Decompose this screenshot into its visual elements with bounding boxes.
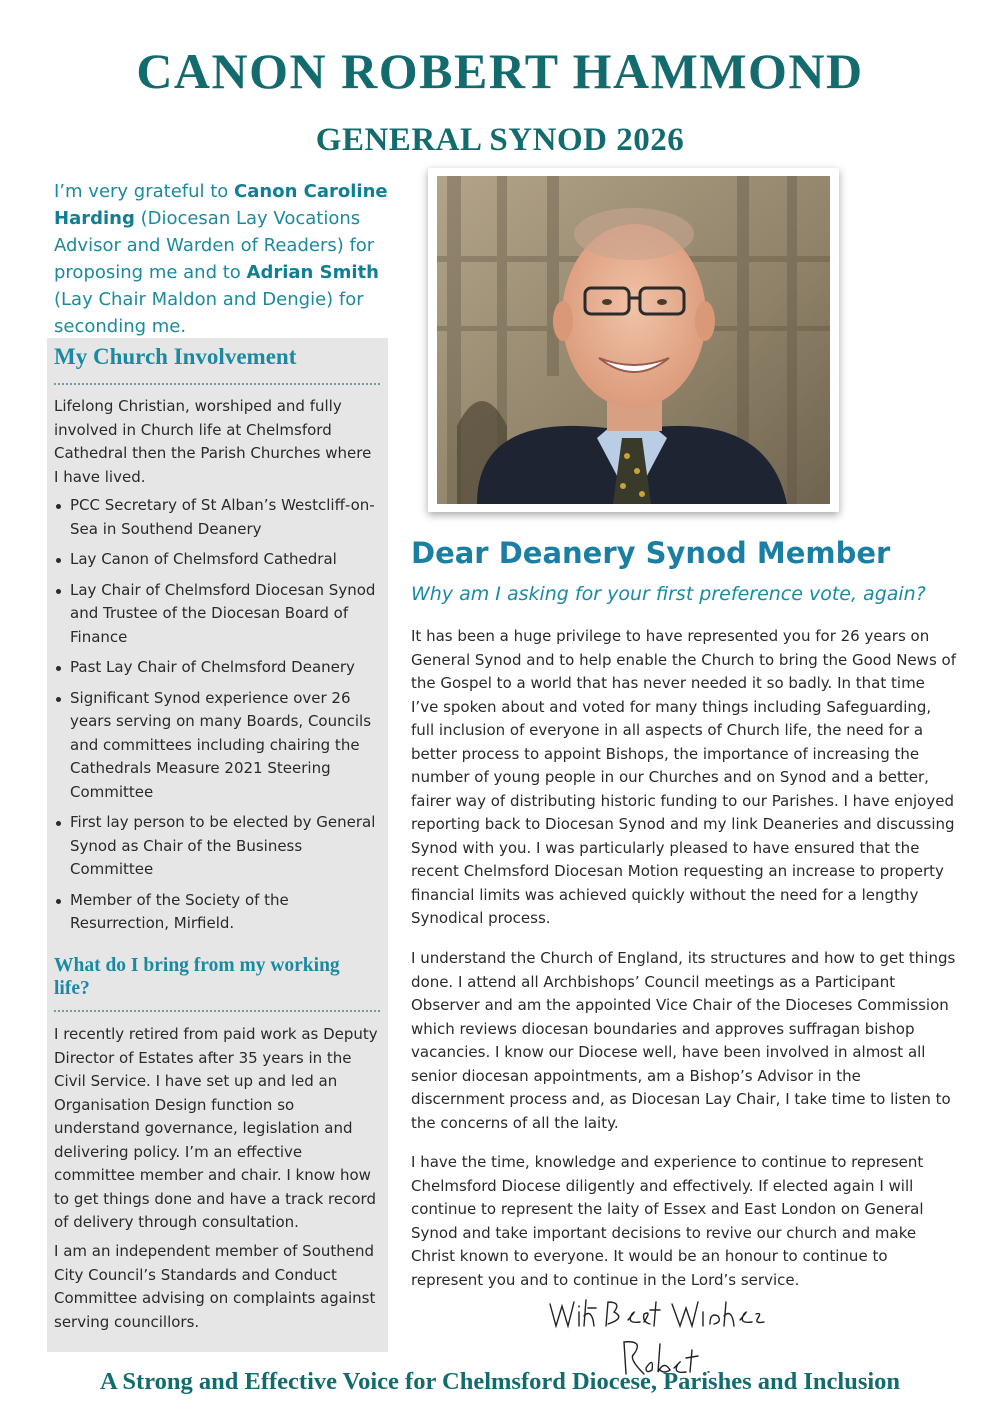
church-involvement-list (54, 494, 384, 943)
page-subtitle: GENERAL SYNOD 2026 (315, 122, 685, 158)
letter-greeting: Dear Deanery Synod Member (411, 536, 891, 570)
council-paragraph: I am an independent member of Southend City Council’s Standards and Conduct Committee advising on complaints against serving councillors. (54, 1242, 376, 1331)
thanks-intro: I’m very grateful to (54, 181, 235, 202)
thanks-paragraph (54, 178, 394, 340)
list-item: Significant Synod experience over 26 years serving on many Boards, Councils and committees including chairing the Cathedrals Measure 2021 Steering Committee (54, 687, 384, 805)
church-involvement-heading: My Church Involvement (54, 344, 297, 369)
proposer-name: Canon Caroline Harding (54, 181, 388, 229)
working-life-paragraph: I recently retired from paid work as Deputy Director of Estates after 35 years in the Civil Service. I have set up and led an Organisation Design function so understand governance, legislation and delivering policy. I’m an effective committee member and chair. I know how to get things done and have a track record of delivery through consultation. (54, 1025, 378, 1231)
church-intro: Lifelong Christian, worshiped and fully involved in Church life at Chelmsford Cathedral then the Parish Churches where I have lived. (54, 397, 372, 486)
list-item: Lay Chair of Chelmsford Diocesan Synod and Trustee of the Diocesan Board of Finance (54, 579, 384, 650)
dotted-divider (54, 1010, 380, 1012)
working-life-heading: What do I bring from my working life? (54, 955, 340, 999)
list-item: Past Lay Chair of Chelmsford Deanery (54, 656, 384, 680)
letter-paragraph-2: I understand the Church of England, its structures and how to get things done. I attend all Archbishops’ Council meetings as a Participant Observer and am the appointed Vice Chair of the Dioceses Commission which reviews diocesan boundaries and approves suffragan bishop vacancies. I know our Diocese well, have been involved in almost all senior diocesan appointments, am a Bishop’s Advisor in the discernment process and, as Diocesan Lay Chair, I take time to listen to the concerns of all the laity. (411, 949, 956, 1132)
letter-question: Why am I asking for your first preference vote, again? (411, 583, 926, 605)
list-item: PCC Secretary of St Alban’s Westcliff-on-Sea in Southend Deanery (54, 494, 384, 541)
seconder-name: Adrian Smith (246, 262, 379, 283)
portrait-photo-frame (428, 168, 839, 512)
list-item: First lay person to be elected by General Synod as Chair of the Business Committee (54, 811, 384, 882)
sidebar (47, 338, 388, 1352)
portrait-photo (437, 176, 830, 504)
page-title: CANON ROBERT HAMMOND (136, 43, 864, 99)
proposer-role: (Diocesan Lay Vocations Advisor and Warden of Readers) for proposing me and to (54, 208, 375, 283)
dotted-divider (54, 383, 380, 385)
seconder-role: (Lay Chair Maldon and Dengie) for seconding me. (54, 289, 364, 337)
letter-paragraph-3: I have the time, knowledge and experience to continue to represent Chelmsford Diocese diligently and effectively. If elected again I will continue to represent the laity of Essex and East London on General Synod and take important decisions to revive our church and make Christ known to everyone. It would be an honour to continue to represent you and to continue in the Lord’s service. (411, 1153, 924, 1289)
letter-paragraph-1: It has been a huge privilege to have represented you for 26 years on General Synod and to help enable the Church to bring the Good News of the Gospel to a world that has never needed it so badly. In that time I’ve spoken about and voted for many things including Safeguarding, full inclusion of everyone in all aspects of Church life, the need for a better process to appoint Bishops, the importance of increasing the number of young people in our Churches and on Synod and a better, fairer way of distributing historic funding to our Parishes. I have enjoyed reporting back to Diocesan Synod and my link Deaneries and discussing Synod with you. I was particularly pleased to have ensured that the recent Chelmsford Diocesan Motion requesting an increase to property financial limits was achieved quickly without the need for a lengthy Synodical process. (411, 627, 956, 927)
list-item: Lay Canon of Chelmsford Cathedral (54, 548, 384, 572)
footer-tagline: A Strong and Effective Voice for Chelmsford Diocese, Parishes and Inclusion (99, 1368, 901, 1395)
list-item: Member of the Society of the Resurrection, Mirfield. (54, 889, 384, 936)
